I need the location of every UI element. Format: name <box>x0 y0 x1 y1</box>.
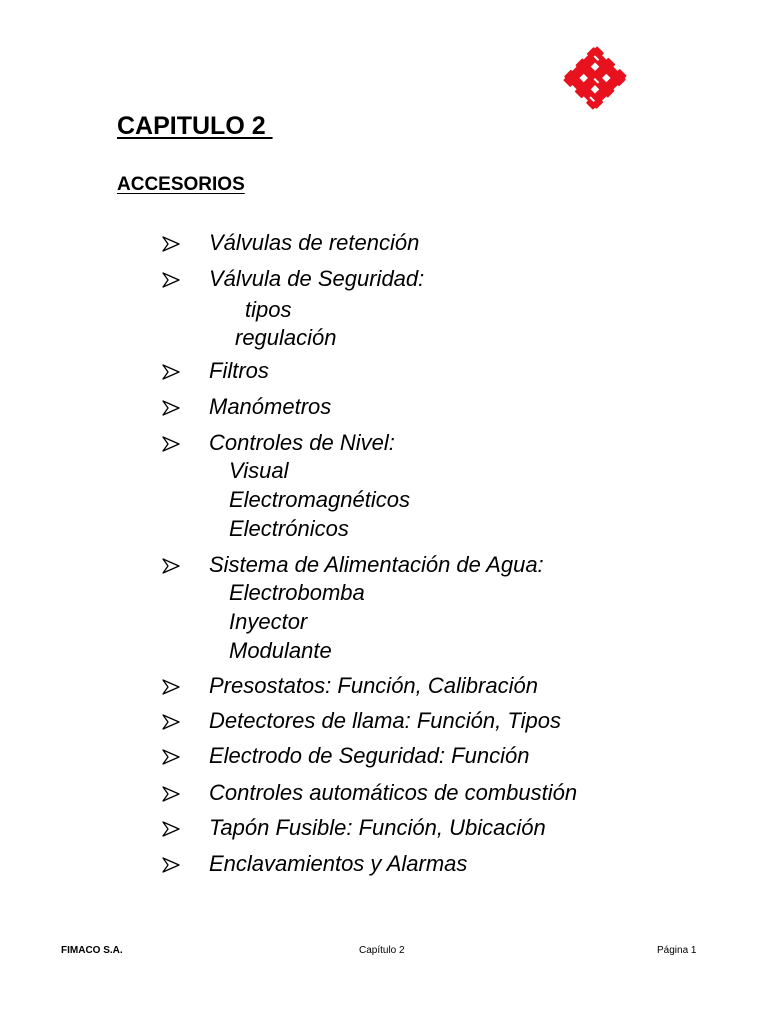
list-item-label: Válvula de Seguridad: <box>209 266 425 291</box>
sub-item-label: Visual <box>229 458 289 483</box>
footer-company: FIMACO S.A. <box>61 945 123 956</box>
list-item-label: Tapón Fusible: Función, Ubicación <box>209 815 546 840</box>
list-item-label: Presostatos: Función, Calibración <box>209 673 538 698</box>
arrow-bullet-icon <box>161 434 181 454</box>
page-title: CAPITULO 2 <box>117 112 273 140</box>
arrow-bullet-icon <box>161 855 181 875</box>
arrow-bullet-icon <box>161 556 181 576</box>
list-item-label: Detectores de llama: Función, Tipos <box>209 708 561 733</box>
sub-item-label: Modulante <box>229 638 332 663</box>
list-item-label: Electrodo de Seguridad: Función <box>209 743 530 768</box>
sub-item-label: Electromagnéticos <box>229 487 410 512</box>
list-item-label: Controles de Nivel: <box>209 430 395 455</box>
list-item-label: Sistema de Alimentación de Agua: <box>209 552 544 577</box>
sub-item-label: tipos <box>245 297 292 322</box>
sub-item-label: regulación <box>235 325 337 350</box>
sub-item-label: Electrobomba <box>229 580 365 605</box>
arrow-bullet-icon <box>161 677 181 697</box>
list-item-label: Válvulas de retención <box>209 230 420 255</box>
section-subtitle: ACCESORIOS <box>117 174 245 195</box>
arrow-bullet-icon <box>161 362 181 382</box>
arrow-bullet-icon <box>161 270 181 290</box>
company-logo-icon <box>560 42 630 114</box>
footer-chapter: Capítulo 2 <box>359 945 405 956</box>
list-item-label: Manómetros <box>209 394 332 419</box>
arrow-bullet-icon <box>161 712 181 732</box>
arrow-bullet-icon <box>161 398 181 418</box>
arrow-bullet-icon <box>161 234 181 254</box>
arrow-bullet-icon <box>161 819 181 839</box>
sub-item-label: Electrónicos <box>229 516 349 541</box>
arrow-bullet-icon <box>161 747 181 767</box>
list-item-label: Enclavamientos y Alarmas <box>209 851 468 876</box>
arrow-bullet-icon <box>161 784 181 804</box>
footer-page-number: Página 1 <box>657 945 697 956</box>
list-item-label: Filtros <box>209 358 269 383</box>
sub-item-label: Inyector <box>229 609 308 634</box>
list-item-label: Controles automáticos de combustión <box>209 780 578 805</box>
